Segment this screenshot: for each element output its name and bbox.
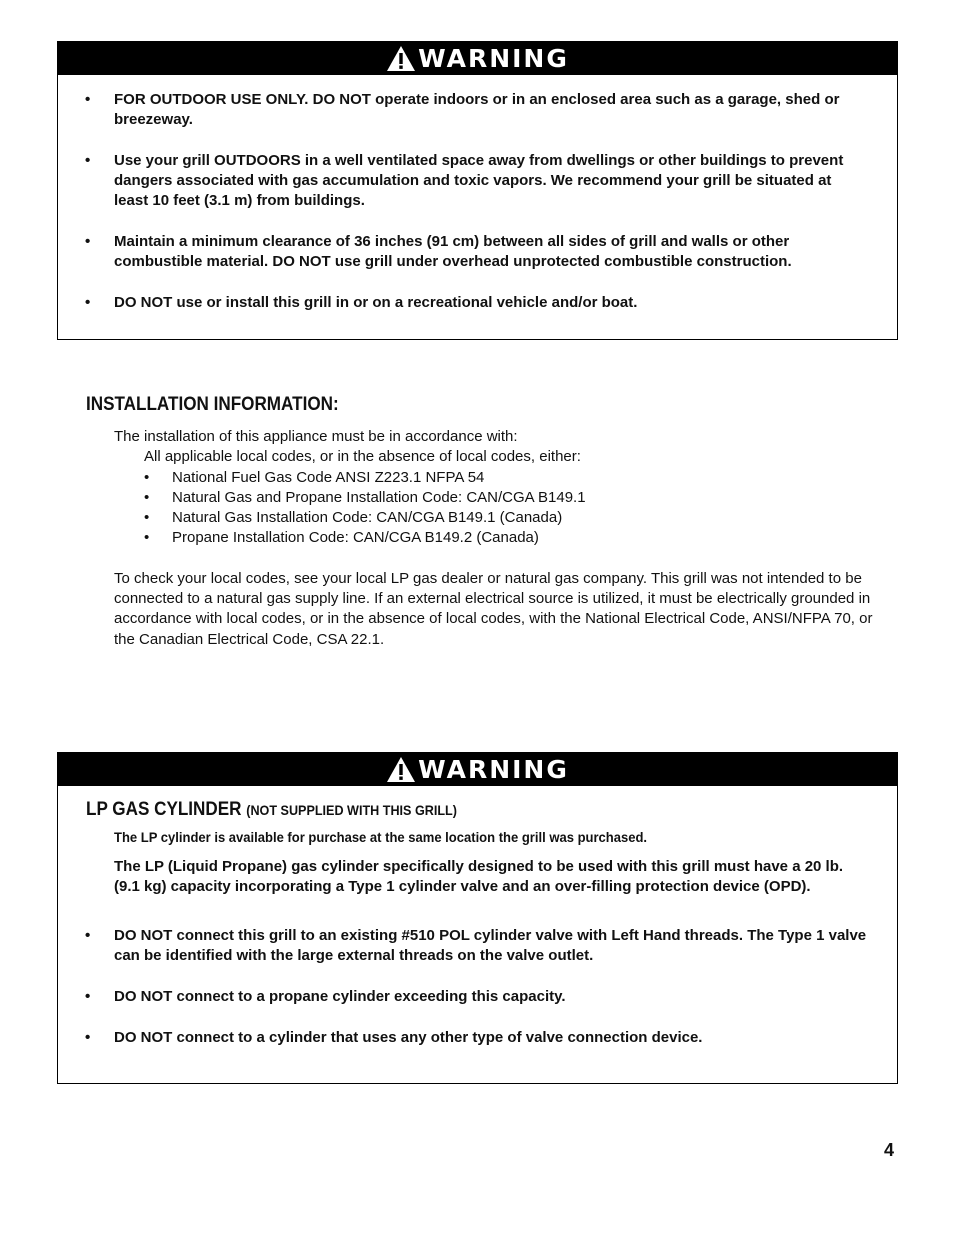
bullet-text: Maintain a minimum clearance of 36 inches (91 cm) between all sides of grill and walls or other combustible material. DO NOT use grill under overhead unprotected combustible construction. bbox=[114, 233, 792, 270]
installation-section bbox=[114, 427, 874, 650]
page-number: 4 bbox=[884, 1140, 895, 1160]
list-item bbox=[144, 528, 874, 548]
warning-bullet-list bbox=[58, 90, 897, 313]
bullet-text: DO NOT use or install this grill in or on a recreational vehicle and/or boat. bbox=[114, 294, 638, 311]
warning-banner bbox=[58, 42, 897, 75]
warning-title: WARNING bbox=[418, 44, 569, 73]
bullet: • bbox=[85, 988, 91, 1005]
bullet: • bbox=[85, 1029, 91, 1046]
code-list bbox=[114, 468, 874, 549]
lp-heading-subtext: (NOT SUPPLIED WITH THIS GRILL) bbox=[246, 802, 457, 818]
installation-paragraph: To check your local codes, see your local LP gas dealer or natural gas company. This grill was not intended to be connected to a natural gas supply line. If an external electrical source is utilized, it must be electrically grounded in accordance with local codes, or in the absence of local codes, with the National Electrical Code, ANSI/NFPA 70, or the Canadian Electrical Code, CSA 22.1. bbox=[114, 569, 873, 648]
list-item bbox=[58, 987, 897, 1007]
list-item bbox=[58, 151, 897, 211]
bullet-text: DO NOT connect this grill to an existing #510 POL cylinder valve with Left Hand threads. The Type 1 valve can be identified with the large external threads on the valve outlet. bbox=[114, 927, 867, 964]
list-item bbox=[144, 468, 874, 488]
installation-heading: INSTALLATION INFORMATION: bbox=[86, 394, 339, 415]
bullet: • bbox=[144, 488, 150, 506]
list-item bbox=[58, 293, 897, 313]
bullet: • bbox=[144, 468, 150, 486]
bullet: • bbox=[85, 233, 91, 250]
lp-cylinder-requirements: The LP (Liquid Propane) gas cylinder specifically designed to be used with this grill must have a 20 lb. (9.1 kg) capacity incorporating a Type 1 cylinder valve and an over-filling protection device (OPD). bbox=[114, 858, 844, 895]
warning-title: WARNING bbox=[418, 755, 569, 784]
bullet: • bbox=[144, 509, 150, 527]
code-text: Natural Gas and Propane Installation Code: CAN/CGA B149.1 bbox=[172, 488, 586, 506]
bullet-text: Use your grill OUTDOORS in a well ventilated space away from dwellings or other buildings to prevent dangers associated with gas accumulation and toxic vapors. We recommend your grill be situated at least 10 feet (3.1 m) from buildings. bbox=[114, 152, 844, 209]
bullet: • bbox=[85, 294, 91, 311]
lp-heading-text: LP GAS CYLINDER bbox=[86, 799, 242, 820]
code-text: Natural Gas Installation Code: CAN/CGA B149.1 (Canada) bbox=[172, 509, 563, 527]
bullet-text: FOR OUTDOOR USE ONLY. DO NOT operate indoors or in an enclosed area such as a garage, shed or breezeway. bbox=[114, 91, 840, 128]
list-item bbox=[144, 508, 874, 528]
lp-availability-note: The LP cylinder is available for purchase at the same location the grill was purchased. bbox=[114, 829, 648, 845]
installation-intro: The installation of this appliance must be in accordance with: bbox=[114, 428, 518, 445]
bullet: • bbox=[144, 529, 150, 547]
warning-banner bbox=[58, 753, 897, 786]
bullet: • bbox=[85, 152, 91, 169]
code-text: National Fuel Gas Code ANSI Z223.1 NFPA 54 bbox=[172, 468, 485, 486]
installation-sub-intro: All applicable local codes, or in the absence of local codes, either: bbox=[144, 448, 581, 466]
list-item bbox=[58, 926, 897, 966]
bullet: • bbox=[85, 927, 91, 944]
bullet-text: DO NOT connect to a cylinder that uses any other type of valve connection device. bbox=[114, 1029, 703, 1046]
warning-bullet-list bbox=[58, 926, 897, 1048]
list-item bbox=[58, 90, 897, 130]
warning-triangle-icon bbox=[386, 45, 416, 72]
lp-gas-cylinder-heading bbox=[86, 799, 816, 821]
list-item bbox=[58, 232, 897, 272]
bullet-text: DO NOT connect to a propane cylinder exceeding this capacity. bbox=[114, 988, 566, 1005]
bullet: • bbox=[85, 91, 91, 108]
list-item bbox=[144, 488, 874, 508]
warning-box-lp-cylinder bbox=[57, 752, 898, 1084]
warning-box-outdoor-use bbox=[57, 41, 898, 340]
warning-triangle-icon bbox=[386, 756, 416, 783]
list-item bbox=[58, 1028, 897, 1048]
code-text: Propane Installation Code: CAN/CGA B149.2 (Canada) bbox=[172, 529, 539, 547]
